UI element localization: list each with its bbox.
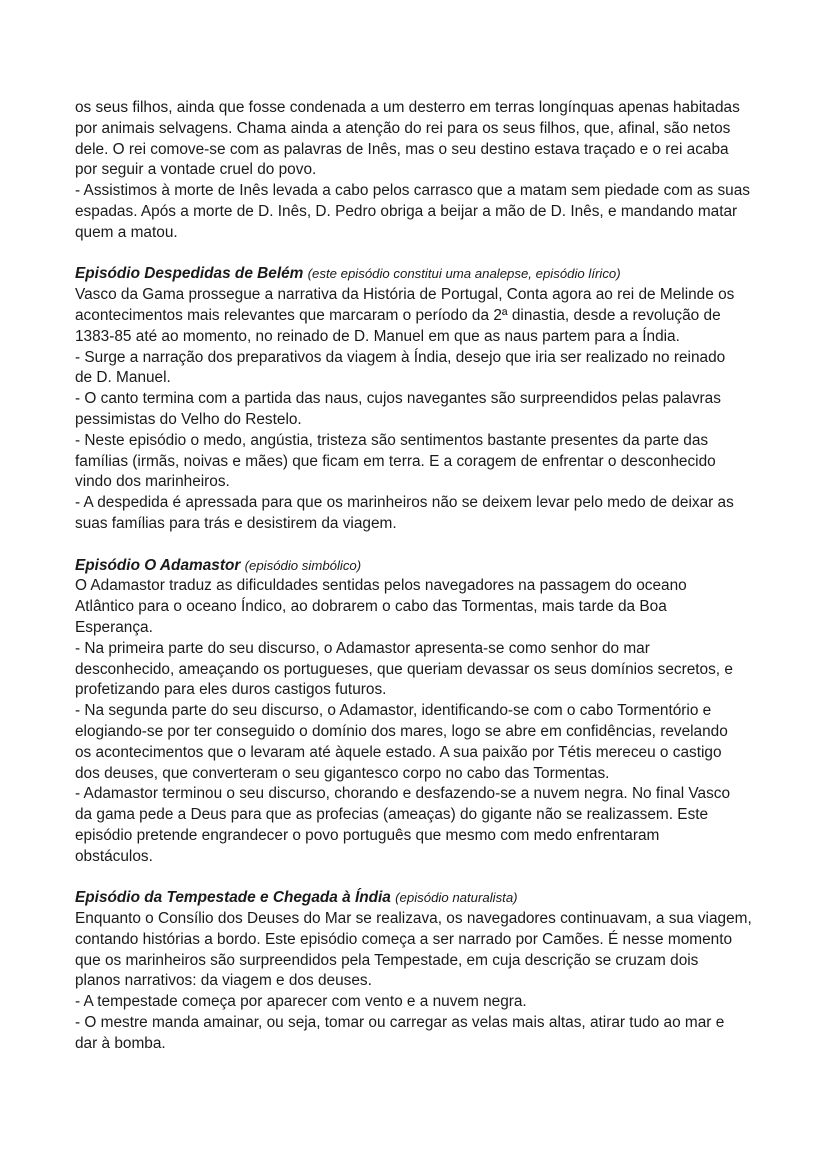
text-line: - A tempestade começa por aparecer com vento e a nuvem negra. — [75, 993, 527, 1011]
text-line: por animais selvagens. Chama ainda a atenção do rei para os seus filhos, que, afinal, são netos — [75, 119, 731, 137]
text-line: - O canto termina com a partida das naus, cujos navegantes são surpreendidos pelas palavras — [75, 390, 721, 408]
text-line: suas famílias para trás e desistirem da viagem. — [75, 514, 397, 532]
text-line: - Assistimos à morte de Inês levada a cabo pelos carrasco que a matam sem piedade com as suas — [75, 182, 750, 200]
section-title: Episódio Despedidas de Belém — [75, 265, 304, 283]
text-line: os seus filhos, ainda que fosse condenada a um desterro em terras longínquas apenas habitadas — [75, 99, 740, 116]
text-line: pessimistas do Velho do Restelo. — [75, 410, 302, 428]
text-line: Enquanto o Consílio dos Deuses do Mar se realizava, os navegadores continuavam, a sua viagem, — [75, 910, 752, 928]
text-line: quem a matou. — [75, 223, 178, 241]
section-title: Episódio O Adamastor — [75, 556, 241, 574]
section-heading — [75, 264, 765, 285]
text-line: - O mestre manda amainar, ou seja, tomar ou carregar as velas mais altas, atirar tudo ao mar e — [75, 1014, 725, 1032]
text-line: dele. O rei comove-se com as palavras de Inês, mas o seu destino estava traçado e o rei acaba — [75, 140, 729, 158]
text-line: - A despedida é apressada para que os marinheiros não se deixem levar pelo medo de deixar as — [75, 494, 734, 512]
text-line: - Na primeira parte do seu discurso, o Adamastor apresenta-se como senhor do mar — [75, 639, 650, 657]
text-line: por seguir a vontade cruel do povo. — [75, 161, 317, 179]
text-line: - Neste episódio o medo, angústia, tristeza são sentimentos bastante presentes da parte das — [75, 431, 709, 449]
text-line: acontecimentos mais relevantes que marcaram o período da 2ª dinastia, desde a revolução de — [75, 306, 721, 324]
text-line: obstáculos. — [75, 847, 153, 865]
text-line: que os marinheiros são surpreendidos pela Tempestade, em cuja descrição se cruzam dois — [75, 951, 699, 969]
text-line: planos narrativos: da viagem e dos deuses. — [75, 972, 372, 990]
text-line: - Na segunda parte do seu discurso, o Adamastor, identificando-se com o cabo Tormentório e — [75, 702, 712, 720]
text-line: os acontecimentos que o levaram até àquele estado. A sua paixão por Tétis mereceu o castigo — [75, 743, 722, 761]
text-line: O Adamastor traduz as dificuldades sentidas pelos navegadores na passagem do oceano — [75, 577, 687, 595]
section-adamastor — [75, 556, 765, 868]
section-note: (este episódio constitui uma analepse, episódio lírico) — [307, 266, 621, 282]
text-line: espadas. Após a morte de D. Inês, D. Pedro obriga a beijar a mão de D. Inês, e mandando matar — [75, 202, 738, 220]
text-line: dos deuses, que converteram o seu gigantesco corpo no cabo das Tormentas. — [75, 764, 610, 782]
section-heading — [75, 888, 765, 909]
section-note: (episódio simbólico) — [244, 557, 362, 573]
text-line: contando histórias a bordo. Este episódio começa a ser narrado por Camões. É nesse momento — [75, 930, 733, 948]
intro-paragraph — [75, 98, 765, 244]
text-line: desconhecido, ameaçando os portugueses, que queriam devassar os seus domínios secretos, e — [75, 660, 733, 678]
document-page — [75, 98, 765, 1055]
text-line: Esperança. — [75, 618, 153, 636]
text-line: vindo dos marinheiros. — [75, 473, 230, 491]
text-line: Atlântico para o oceano Índico, ao dobrarem o cabo das Tormentas, mais tarde da Boa — [75, 598, 667, 616]
text-line: de D. Manuel. — [75, 369, 171, 387]
section-tempestade-chegada-india — [75, 888, 765, 1054]
section-note: (episódio naturalista) — [395, 890, 518, 906]
text-line: elogiando-se por ter conseguido o domínio dos mares, logo se abre em confidências, revelando — [75, 722, 728, 740]
section-title: Episódio da Tempestade e Chegada à Índia — [75, 889, 391, 907]
text-line: episódio pretende engrandecer o povo português que mesmo com medo enfrentaram — [75, 826, 660, 844]
text-line: da gama pede a Deus para que as profecias (ameaças) do gigante não se realizassem. Este — [75, 806, 709, 824]
text-line: Vasco da Gama prossegue a narrativa da História de Portugal, Conta agora ao rei de Melinde os — [75, 286, 735, 304]
text-line: famílias (irmãs, noivas e mães) que ficam em terra. E a coragem de enfrentar o desconhecido — [75, 452, 716, 470]
section-heading — [75, 556, 765, 577]
text-line: - Adamastor terminou o seu discurso, chorando e desfazendo-se a nuvem negra. No final Vasco — [75, 785, 731, 803]
text-line: dar à bomba. — [75, 1034, 166, 1052]
text-line: - Surge a narração dos preparativos da viagem à Índia, desejo que iria ser realizado no reinado — [75, 348, 726, 366]
text-line: profetizando para eles duros castigos futuros. — [75, 681, 387, 699]
text-line: 1383-85 até ao momento, no reinado de D. Manuel em que as naus partem para a Índia. — [75, 327, 680, 345]
section-despedidas-de-belem — [75, 264, 765, 534]
